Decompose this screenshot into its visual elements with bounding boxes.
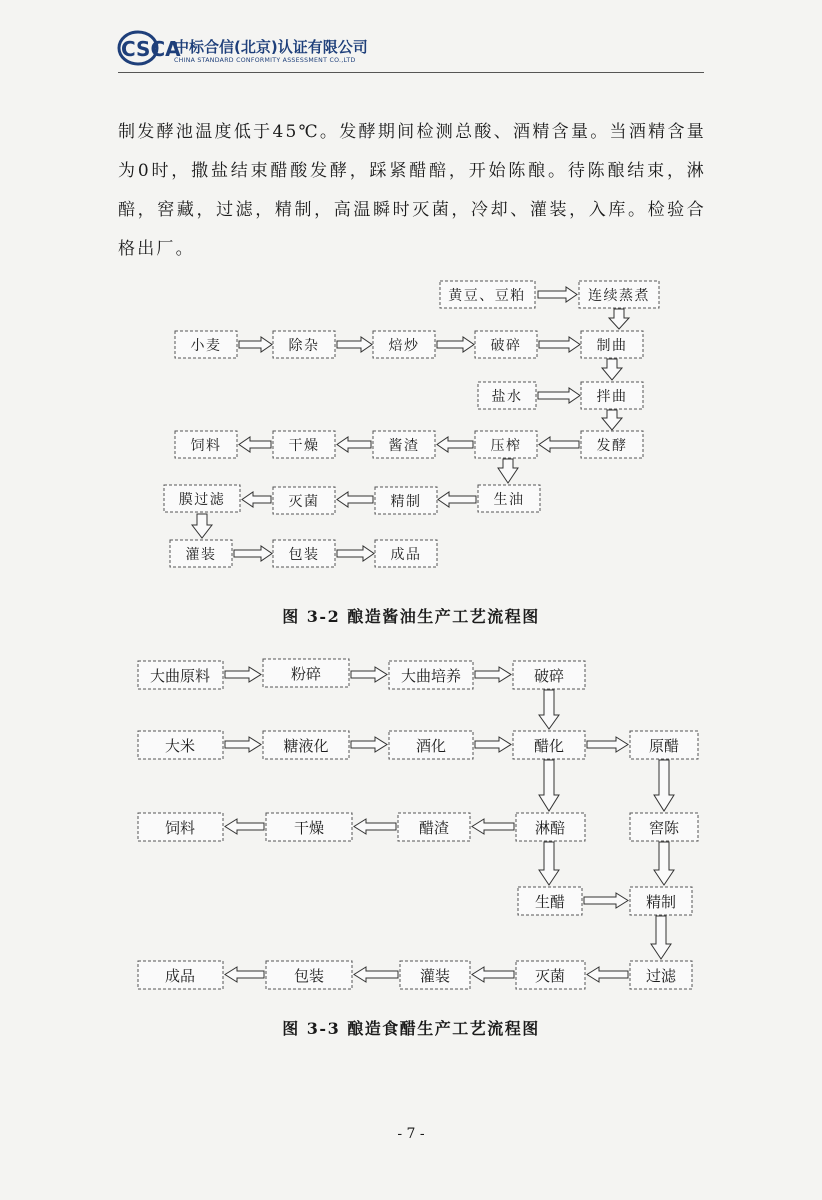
svg-text:破碎: 破碎 [533,667,565,685]
flow-arrow [654,760,674,811]
flow-arrow [351,737,387,752]
svg-text:连续蒸煮: 连续蒸煮 [588,288,650,304]
svg-text:成品: 成品 [164,967,196,985]
flow-arrow [354,819,396,834]
flow-arrow [539,690,559,729]
flow-node-chengpin3 [138,961,223,989]
svg-text:精制: 精制 [390,494,422,510]
svg-text:生油: 生油 [493,492,525,508]
flow-node-cuhua [513,731,585,759]
flow-arrow [225,819,264,834]
flow-arrow [225,667,261,682]
svg-text:窖陈: 窖陈 [648,819,680,837]
flow-node-ganzao3 [266,813,352,841]
flow-arrow [651,916,671,959]
flow-node-guolv [630,961,692,989]
flow-node-jingzhi3 [630,887,692,915]
flow-node-linpei [516,813,585,841]
svg-text:生醋: 生醋 [534,893,566,911]
svg-text:压榨: 压榨 [490,438,522,454]
svg-text:干燥: 干燥 [293,819,325,837]
svg-text:灭菌: 灭菌 [288,494,320,510]
flow-node-shengcu [518,887,582,915]
svg-text:粉碎: 粉碎 [290,665,322,683]
body-paragraph: 制发酵池温度低于45℃。发酵期间检测总酸、酒精含量。当酒精含量为0时，撒盐结束醋酸发酵，踩紧醋醅，开始陈酿。待陈酿结束，淋醅，窖藏，过滤，精制，高温瞬时灭菌，冷却、灌装，入库。检验合格出厂。 [118,122,706,259]
svg-text:酒化: 酒化 [415,737,447,755]
flow-node-fensui [263,659,349,687]
svg-text:醋化: 醋化 [533,737,565,755]
flow-node-baozhuang3 [266,961,352,989]
svg-text:小麦: 小麦 [190,338,222,354]
page-number: - 7 - [397,1126,425,1142]
svg-text:大曲培养: 大曲培养 [400,667,462,685]
flow-node-daqupeiyang [389,661,473,689]
svg-text:干燥: 干燥 [288,438,320,454]
flow-arrow [225,967,264,982]
flow-arrow [539,842,559,885]
svg-text:大曲原料: 大曲原料 [149,667,211,685]
svg-text:饲料: 饲料 [164,819,196,837]
flow-node-posui3 [513,661,585,689]
svg-text:酱渣: 酱渣 [388,438,420,454]
svg-text:淋醅: 淋醅 [534,819,566,837]
svg-text:拌曲: 拌曲 [596,389,628,405]
svg-text:精制: 精制 [645,893,677,911]
figure-3-3-caption: 图 3-3 酿造食醋生产工艺流程图 [282,1019,540,1038]
flow-arrow [654,842,674,885]
flow-node-dami [138,731,223,759]
flow-arrow [472,967,514,982]
flow-node-daquyuanliao [138,661,223,689]
svg-text:原醋: 原醋 [648,737,680,755]
svg-text:过滤: 过滤 [645,967,677,985]
flow-arrow [351,667,387,682]
flow-node-jiaochen [630,813,698,841]
flow-node-yuancu [630,731,698,759]
flow-node-tangyehua [263,731,349,759]
flow-arrow [354,967,398,982]
flow-arrow [475,737,511,752]
company-name-en: CHINA STANDARD CONFORMITY ASSESSMENT CO.,LTD [174,57,356,64]
svg-text:饲料: 饲料 [190,438,222,454]
figure-3-2-caption: 图 3-2 酿造酱油生产工艺流程图 [282,607,540,626]
flow-arrow [472,819,514,834]
svg-text:大米: 大米 [164,737,196,755]
svg-text:CSCA: CSCA [121,37,181,61]
flow-node-cuzha [398,813,470,841]
svg-text:盐水: 盐水 [491,389,523,405]
flow-arrow [587,967,628,982]
svg-text:包装: 包装 [293,967,325,985]
flow-arrow [587,737,628,752]
svg-text:除杂: 除杂 [288,338,320,354]
svg-text:醋渣: 醋渣 [418,819,450,837]
flow-arrow [225,737,261,752]
svg-text:成品: 成品 [390,547,422,563]
svg-text:灌装: 灌装 [185,547,217,563]
flow-node-jiuhua [389,731,473,759]
flow-node-siliao3 [138,813,223,841]
flow-node-guanzhuang3 [400,961,470,989]
svg-text:糖液化: 糖液化 [283,737,329,755]
svg-text:包装: 包装 [288,547,320,563]
svg-text:焙炒: 焙炒 [388,338,420,354]
svg-text:破碎: 破碎 [490,338,522,354]
svg-text:灌装: 灌装 [419,967,451,985]
svg-text:膜过滤: 膜过滤 [178,492,226,508]
flow-arrow [539,760,559,811]
svg-text:黄豆、豆粕: 黄豆、豆粕 [448,288,526,304]
svg-text:灭菌: 灭菌 [534,967,566,985]
flow-node-miejun3 [516,961,585,989]
svg-text:制曲: 制曲 [596,338,628,354]
flow-arrow [475,667,511,682]
svg-text:发酵: 发酵 [596,438,628,454]
flow-arrow [584,893,628,908]
company-name-cn: 中标合信(北京)认证有限公司 [174,38,368,56]
